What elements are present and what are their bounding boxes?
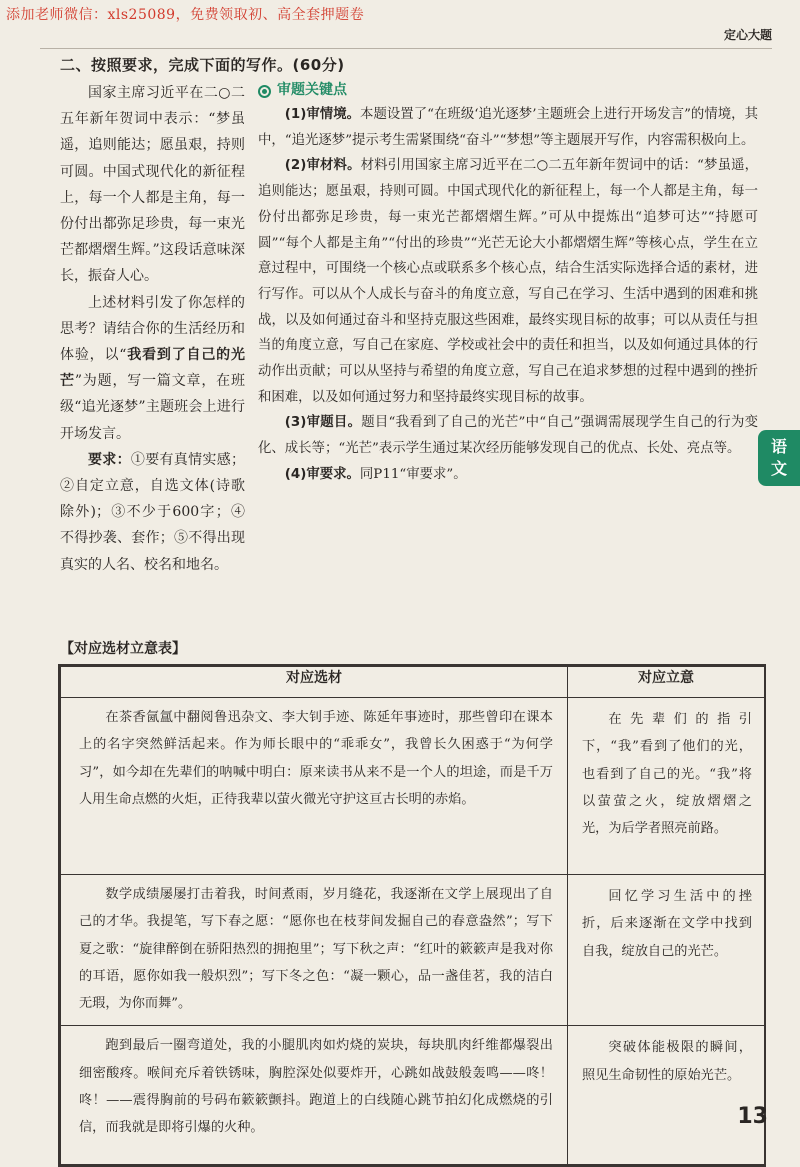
writing-prompt <box>60 80 245 578</box>
watermark-text: 添加老师微信：xls25089，免费领取初、高全套押题卷 <box>6 7 365 23</box>
header-divider <box>40 48 772 49</box>
location-pin-icon <box>258 85 271 98</box>
material-cell: 数学成绩屡屡打击着我，时间煮雨，岁月缝花，我逐渐在文学上展现出了自己的才华。我提笔，写下春之愿：“愿你也在枝芽间发掘自己的春意盎然”；写下夏之歌：“旋律醉倒在骄阳热烈的拥抱里”；写下秋之声：“红叶的簌簌声是我对你的耳语，愿你如我一般炽烈”；写下冬之色：“凝一颗心，品一盏佳茗，我的洁白无瑕，为你而舞”。 <box>61 875 568 1026</box>
key-point-item: (3)审题目。题目“我看到了自己的光芒”中“自己”强调需展现学生自己的行为变化、成长等；“光芒”表示学生通过某次经历能够发现自己的优点、长处、亮点等。 <box>258 415 758 457</box>
prompt-material: 国家主席习近平在二○二五年新年贺词中表示：“梦虽遥，追则能达；愿虽艰，持则可圆。中国式现代化的新征程上，每一个人都是主角，每一份付出都弥足珍贵，每一束光芒都熠熠生辉。”这段话意味深长，振奋人心。 <box>60 85 245 285</box>
column-header-idea: 对应立意 <box>568 667 765 698</box>
table-header-row <box>61 667 765 698</box>
section-title: 二、按照要求，完成下面的写作。(60分) <box>60 56 345 74</box>
table-row <box>61 875 765 1026</box>
material-cell: 跑到最后一圈弯道处，我的小腿肌肉如灼烧的炭块，每块肌肉纤维都爆裂出细密酸疼。喉间充斥着铁锈味，胸腔深处似要炸开，心跳如战鼓般轰鸣——咚！咚！——震得胸前的号码布簌簌颤抖。跑道上的白线随心跳节拍幻化成燃烧的引信，而我就是即将引爆的火种。 <box>61 1026 568 1165</box>
material-idea-table <box>58 664 766 1167</box>
key-point-item: (2)审材料。材料引用国家主席习近平在二○二五年新年贺词中的话：“梦虽遥，追则能达；愿虽艰，持则可圆。中国式现代化的新征程上，每一个人都是主角，每一份付出都弥足珍贵，每一束光芒都熠熠生辉。”可从中提炼出“追梦可达”“持愿可圆”“每个人都是主角”“付出的珍贵”“光芒无论大小都熠熠生辉”等核心点，学生在立意过程中，可围绕一个核心点或联系多个核心点，结合生活实际选择合适的素材，进行写作。可以从个人成长与奋斗的角度立意，写自己在学习、生活中遇到的困难和挑战，以及如何通过奋斗和坚持克服这些困难，最终实现目标的故事；可以从责任与担当的角度立意，写自己在家庭、学校或社会中的责任和担当，以及如何通过具体的行动作出贡献；可以从坚持与希望的角度立意，写自己在追求梦想的过程中遇到的挫折和困难，以及如何通过努力和坚持最终实现目标的故事。 <box>258 158 759 405</box>
idea-cell: 回忆学习生活中的挫折，后来逐渐在文学中找到自我，绽放自己的光芒。 <box>568 875 765 1026</box>
key-point-item: (4)审要求。同P11“审要求”。 <box>284 466 467 482</box>
running-header: 定心大题 <box>723 28 772 42</box>
prompt-essay-title: 我看到了自己的光芒 <box>60 347 245 390</box>
material-cell: 在茶香氤氲中翻阅鲁迅杂文、李大钊手迹、陈延年事迹时，那些曾印在课本上的名字突然鲜活起来。作为师长眼中的“乖乖女”，我曾长久困惑于“为何学习”，如今却在先辈们的呐喊中明白：原来读书从来不是一个人的坦途，而是千万人用生命点燃的火炬，正待我辈以萤火微光守护这亘古长明的赤焰。 <box>61 698 568 875</box>
idea-cell: 在先辈们的指引下，“我”看到了他们的光，也看到了自己的光。“我”将以萤萤之火，绽放熠熠之光，为后学者照亮前路。 <box>568 698 765 875</box>
page-number: 13 <box>737 1104 768 1129</box>
table-title: 【对应选材立意表】 <box>60 641 186 657</box>
key-point-item: (1)审情境。本题设置了“在班级‘追光逐梦’主题班会上进行开场发言”的情境，其中，“追光逐梦”提示考生需紧围绕“奋斗”“梦想”等主题展开写作，内容需积极向上。 <box>258 107 758 148</box>
table-row <box>61 698 765 875</box>
prompt-requirements: 要求：①要有真情实感；②自定立意，自选文体(诗歌除外)；③不少于600字；④不得抄袭、套作；⑤不得出现真实的人名、校名和地名。 <box>60 451 246 573</box>
subject-tab: 语 文 <box>758 430 800 486</box>
key-points-panel <box>258 80 758 488</box>
column-header-material: 对应选材 <box>61 667 568 698</box>
table-row <box>61 1026 765 1165</box>
key-points-heading: 审题关键点 <box>258 80 758 102</box>
prompt-task: 上述材料引发了你怎样的思考？请结合你的生活经历和体验，以“我看到了自己的光芒”为题，写一篇文章，在班级“追光逐梦”主题班会上进行开场发言。 <box>60 294 245 442</box>
idea-cell: 突破体能极限的瞬间，照见生命韧性的原始光芒。 <box>568 1026 765 1165</box>
